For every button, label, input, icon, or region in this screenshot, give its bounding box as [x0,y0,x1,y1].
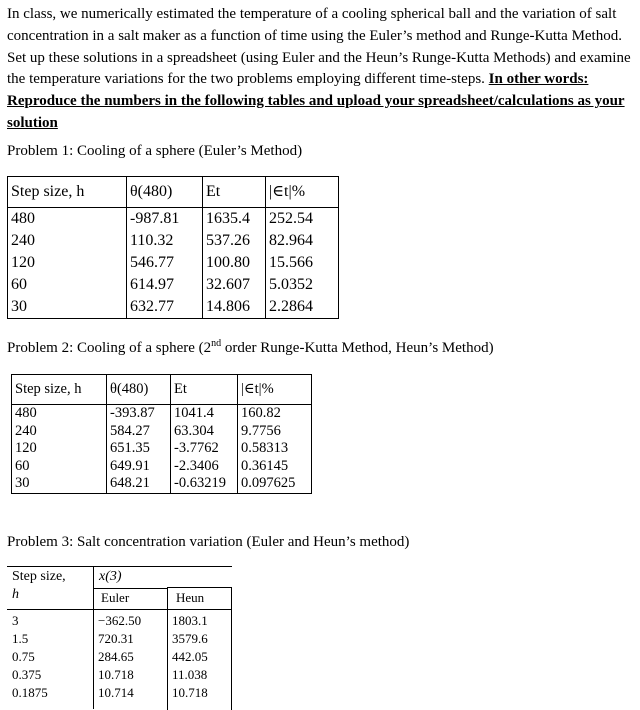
header-true-error: Et [171,375,238,405]
cell: 10.714 [98,685,134,700]
cell: 30 [15,475,30,491]
cell: 649.91 [107,458,171,476]
table-header-row [12,375,312,405]
problem1-table [7,176,339,319]
cell: 100.80 [203,252,266,274]
header-relative-error: |∈t|% [238,375,312,405]
table-rule [7,566,232,567]
cell: 120 [11,254,35,271]
cell: 60 [11,276,27,293]
cell: 63.304 [171,423,238,441]
table-row [8,296,339,319]
cell: 0.75 [12,649,35,664]
cell: 0.097625 [238,475,312,493]
cell: 9.7756 [238,423,312,441]
header-theta: θ(480) [127,177,203,208]
cell: 14.806 [203,296,266,319]
cell: 442.05 [172,649,208,664]
problem2-heading-sup: nd [211,338,222,349]
problem3-heading: Problem 3: Salt concentration variation (Euler and Heun’s method) [7,534,410,550]
intro-emphasis: In other words: Reproduce the numbers in the following tables and upload your spreadsheet/calculations as your solution [7,71,625,131]
intro-paragraph [7,4,637,135]
cell: 32.607 [203,274,266,296]
cell: 614.97 [127,274,203,296]
cell: 480 [15,405,37,421]
cell: 632.77 [127,296,203,319]
cell: 546.77 [127,252,203,274]
header-relative-error: |∈t|% [266,177,339,208]
table-row [12,475,312,493]
cell: 82.964 [266,230,339,252]
header-step-size: Step size, [12,569,66,584]
table-row [12,423,312,441]
problem2-heading [7,340,494,357]
table-row [8,208,339,231]
header-step-size: Step size, h [8,177,127,208]
intro-text: In class, we numerically estimated the temperature of a cooling spherical ball and the variation of salt concentration in a salt maker as a function of time using the Euler’s method and Runge-Kutta Method. Set up these solutions in a spreadsheet (using Euler and the Heun’s Runge-Kutta Methods) and examine the temperature variations for the two problems employing different time-steps. [7,6,631,88]
cell: 2.2864 [266,296,339,319]
cell: 651.35 [107,440,171,458]
problem1-heading: Problem 1: Cooling of a sphere (Euler’s Method) [7,143,303,159]
cell: 252.54 [266,208,339,231]
cell: 3579.6 [172,631,208,646]
cell: −362.50 [98,613,142,628]
cell: 537.26 [203,230,266,252]
problem3-table [7,566,232,709]
cell: 3 [12,613,19,628]
table-row [12,405,312,423]
cell: 10.718 [98,667,134,682]
cell: -2.3406 [171,458,238,476]
table-row [12,458,312,476]
cell: 160.82 [238,405,312,423]
problem2-heading-post: order Runge-Kutta Method, Heun’s Method) [221,340,494,356]
cell: 0.375 [12,667,42,682]
cell: 240 [11,232,35,249]
header-euler: Euler [101,590,130,605]
cell: -987.81 [127,208,203,231]
table-row [8,230,339,252]
cell: -393.87 [107,405,171,423]
cell: 284.65 [98,649,134,664]
table-header-row [8,177,339,208]
cell: 5.0352 [266,274,339,296]
cell: -3.7762 [171,440,238,458]
cell: 584.27 [107,423,171,441]
cell: 10.718 [172,685,208,700]
problem2-heading-pre: Problem 2: Cooling of a sphere (2 [7,340,212,356]
cell: 0.1875 [12,685,48,700]
header-theta: θ(480) [107,375,171,405]
cell: 1041.4 [171,405,238,423]
cell: 648.21 [107,475,171,493]
header-heun: Heun [176,590,205,605]
cell: 480 [11,210,35,227]
cell: 60 [15,457,30,474]
cell: 15.566 [266,252,339,274]
cell: 11.038 [172,667,208,682]
header-x3: x(3) [99,569,122,584]
cell: 1.5 [12,631,29,646]
table-row [8,252,339,274]
table-rule [93,588,167,589]
cell: 30 [11,298,27,315]
table-row [12,440,312,458]
cell: 110.32 [127,230,203,252]
table-row [8,274,339,296]
header-true-error: Et [203,177,266,208]
header-step-size: Step size, h [12,375,107,405]
cell: 1635.4 [203,208,266,231]
cell: 1803.1 [172,613,208,628]
cell: 720.31 [98,631,134,646]
header-h: h [12,587,19,602]
cell: -0.63219 [171,475,238,493]
cell: 120 [15,440,37,456]
cell: 240 [15,422,37,439]
problem2-table [11,374,312,494]
cell: 0.36145 [238,458,312,476]
cell: 0.58313 [238,440,312,458]
